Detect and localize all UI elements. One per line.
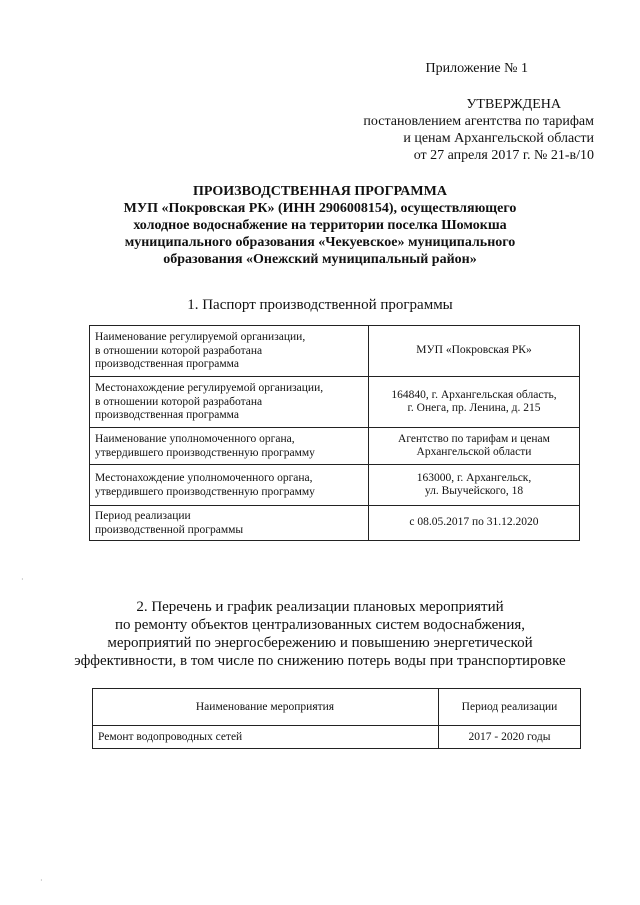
column-header: Наименование мероприятия — [93, 689, 439, 726]
label-line: Местонахождение регулируемой организации, — [95, 382, 324, 395]
title-line: холодное водоснабжение на территории поселка Шомокша — [133, 218, 507, 233]
label-line: Период реализации — [95, 510, 191, 522]
title-line: ПРОИЗВОДСТВЕННАЯ ПРОГРАММА — [193, 184, 447, 199]
value-line: г. Онега, пр. Ленина, д. 215 — [407, 402, 541, 414]
value-line: 164840, г. Архангельская область, — [391, 388, 557, 401]
label-line: Наименование уполномоченного органа, — [95, 433, 295, 445]
measures-table — [92, 688, 581, 749]
document-title — [70, 183, 570, 268]
passport-label-cell — [90, 465, 369, 506]
passport-value-cell — [369, 465, 580, 506]
title-line: муниципального образования «Чекуевское» муниципального — [124, 235, 516, 250]
label-line: в отношении которой разработана — [95, 395, 263, 408]
passport-label-cell — [90, 326, 369, 377]
table-row — [90, 506, 580, 541]
table-row — [90, 428, 580, 465]
label-line: Местонахождение уполномоченного органа, — [95, 472, 313, 484]
value-line: ул. Выучейского, 18 — [424, 485, 524, 497]
appendix-number: Приложение № 1 — [425, 61, 528, 76]
passport-value-cell — [369, 377, 580, 428]
table-header-row — [93, 689, 581, 726]
table-row — [90, 377, 580, 428]
approval-line: и ценам Архангельской области — [403, 131, 594, 146]
value-line: Архангельской области — [416, 446, 532, 458]
label-line: производственной программы — [95, 523, 244, 536]
heading-line: 2. Перечень и график реализации плановых мероприятий — [136, 599, 504, 615]
label-line: утвердившего производственную программу — [95, 446, 315, 459]
scan-mark: · — [40, 876, 43, 885]
scan-mark: · — [21, 575, 24, 584]
title-line: образования «Онежский муниципальный район» — [163, 252, 477, 267]
title-line: МУП «Покровская РК» (ИНН 2906008154), осуществляющего — [123, 201, 517, 216]
label-line: в отношении которой разработана — [95, 344, 263, 357]
value-line: с 08.05.2017 по 31.12.2020 — [409, 516, 539, 529]
table-cell: Ремонт водопроводных сетей — [93, 726, 439, 749]
table-row — [90, 326, 580, 377]
approval-line: постановлением агентства по тарифам — [363, 114, 594, 129]
value-line: МУП «Покровская РК» — [416, 344, 532, 357]
label-line: производственная программа — [95, 358, 239, 371]
passport-value-cell — [369, 326, 580, 377]
label-line: утвердившего производственную программу — [95, 485, 315, 498]
heading-line: эффективности, в том числе по снижению потерь воды при транспортировке — [74, 653, 566, 669]
heading-line: мероприятий по энергосбережению и повышению энергетической — [107, 635, 533, 651]
passport-value-cell — [369, 428, 580, 465]
approval-heading: УТВЕРЖДЕНА — [466, 97, 561, 112]
value-line: 163000, г. Архангельск, — [416, 471, 532, 484]
table-cell: 2017 - 2020 годы — [439, 726, 581, 749]
passport-table — [89, 325, 580, 541]
passport-label-cell — [90, 506, 369, 541]
column-header: Период реализации — [439, 689, 581, 726]
label-line: производственная программа — [95, 409, 239, 422]
passport-value-cell — [369, 506, 580, 541]
section2-heading — [60, 598, 580, 670]
section1-heading: 1. Паспорт производственной программы — [187, 297, 453, 313]
table-row — [93, 726, 581, 749]
approval-line: от 27 апреля 2017 г. № 21-в/10 — [413, 148, 594, 163]
label-line: Наименование регулируемой организации, — [95, 331, 306, 344]
value-line: Агентство по тарифам и ценам — [398, 432, 550, 445]
table-row — [90, 465, 580, 506]
passport-label-cell — [90, 428, 369, 465]
passport-label-cell — [90, 377, 369, 428]
heading-line: по ремонту объектов централизованных систем водоснабжения, — [114, 617, 525, 633]
approval-block — [294, 96, 594, 164]
